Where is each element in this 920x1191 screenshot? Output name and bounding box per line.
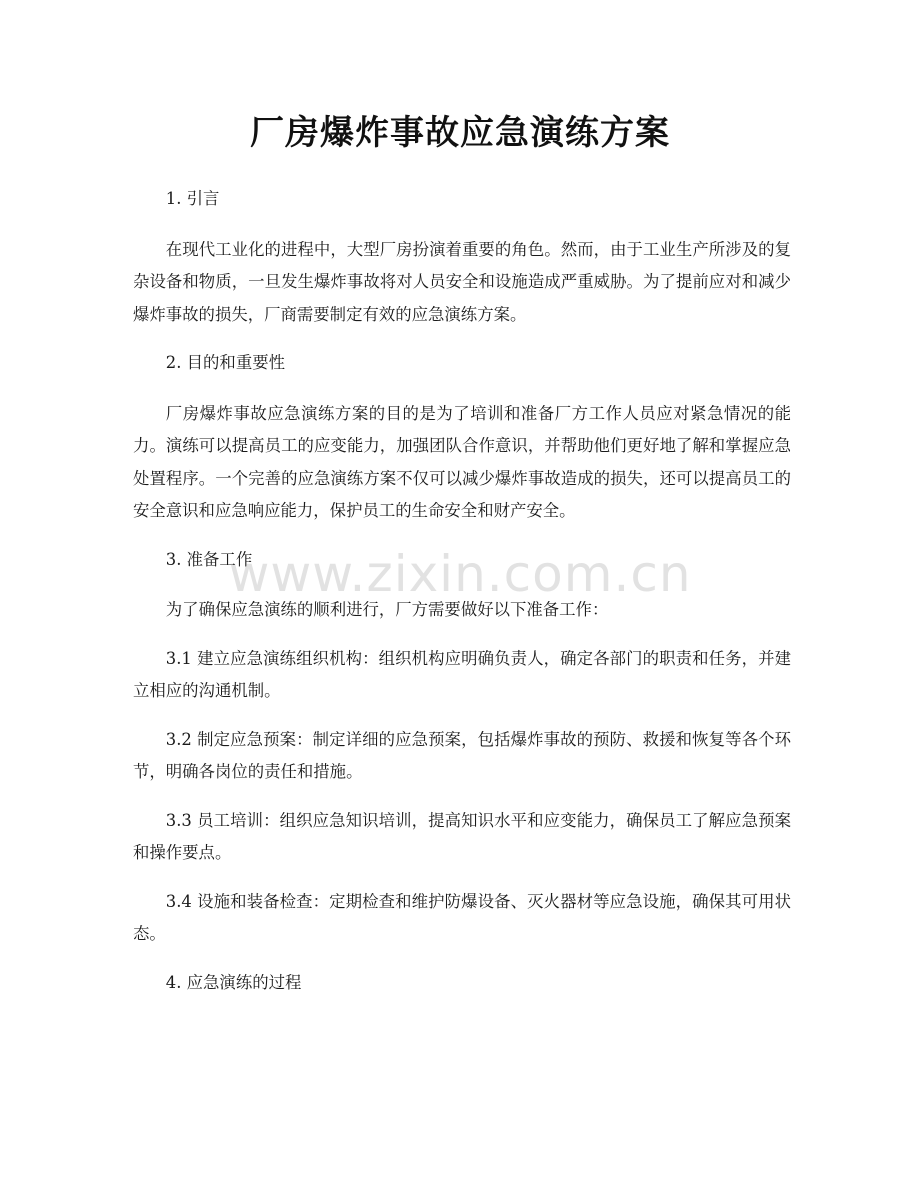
paragraph-purpose: 厂房爆炸事故应急演练方案的目的是为了培训和准备厂方工作人员应对紧急情况的能力。演练可以提高员工的应变能力，加强团队合作意识，并帮助他们更好地了解和掌握应急处置程序。一个完善的应急演练方案不仅可以减少爆炸事故造成的损失，还可以提高员工的安全意识和应急响应能力，保护员工的生命安全和财产安全。 (133, 403, 791, 520)
section-heading-preparation: 3. 准备工作 (165, 549, 253, 569)
document-title: 厂房爆炸事故应急演练方案 (250, 113, 670, 153)
watermark: www.zixin.com.cn (228, 545, 692, 603)
section-heading-purpose: 2. 目的和重要性 (165, 353, 285, 372)
paragraph-preparation-3-1: 3.1 建立应急演练组织机构：组织机构应明确负责人，确定各部门的职责和任务，并建立相应的沟通机制。 (133, 648, 791, 700)
paragraph-preparation-3-4: 3.4 设施和装备检查：定期检查和维护防爆设备、灭火器材等应急设施，确保其可用状态。 (133, 891, 791, 943)
paragraph-intro: 在现代工业化的进程中，大型厂房扮演着重要的角色。然而，由于工业生产所涉及的复杂设备和物质，一旦发生爆炸事故将对人员安全和设施造成严重威胁。为了提前应对和减少爆炸事故的损失，厂商需要制定有效的应急演练方案。 (133, 239, 791, 324)
section-heading-process: 4. 应急演练的过程 (165, 972, 302, 992)
section-heading-intro: 1. 引言 (165, 189, 220, 208)
paragraph-preparation-3-3: 3.3 员工培训：组织应急知识培训，提高知识水平和应变能力，确保员工了解应急预案和操作要点。 (133, 810, 791, 862)
document-body (133, 183, 791, 1017)
paragraph-preparation-3-2: 3.2 制定应急预案：制定详细的应急预案，包括爆炸事故的预防、救援和恢复等各个环节，明确各岗位的责任和措施。 (133, 729, 791, 781)
paragraph-preparation-intro: 为了确保应急演练的顺利进行，厂方需要做好以下准备工作： (165, 600, 609, 619)
